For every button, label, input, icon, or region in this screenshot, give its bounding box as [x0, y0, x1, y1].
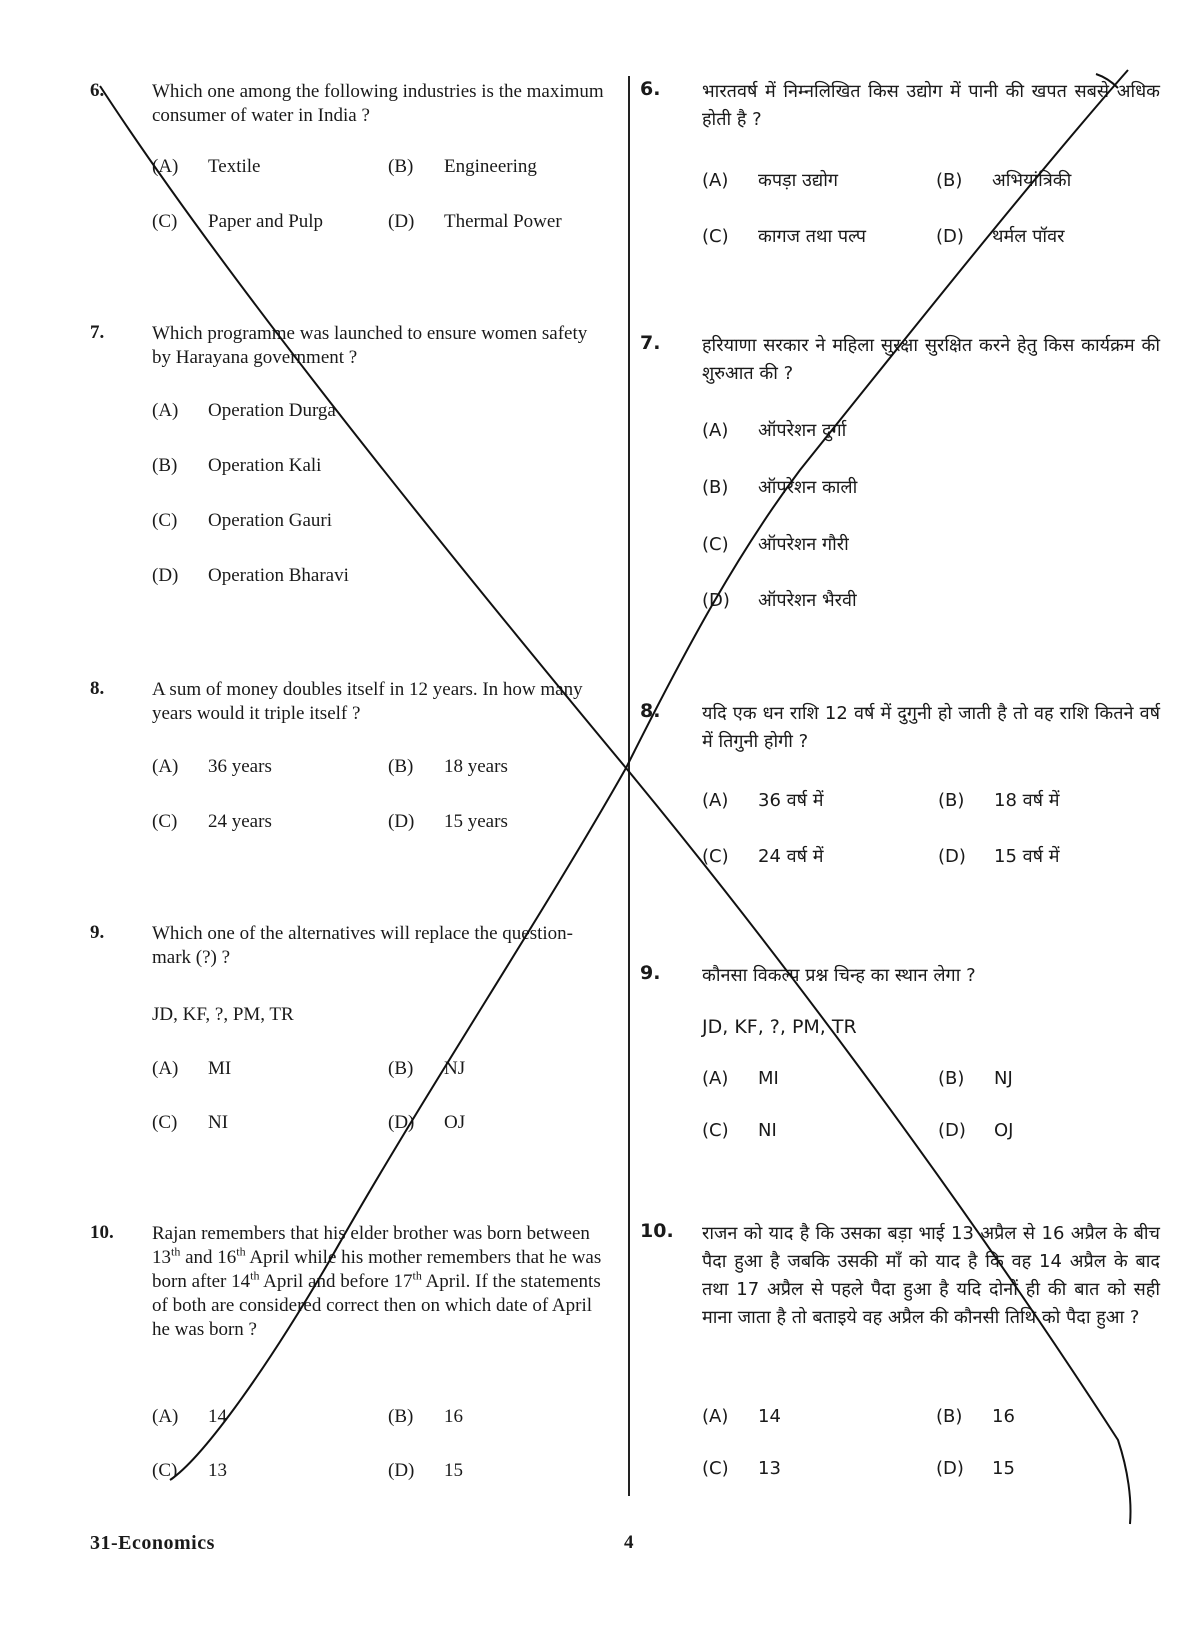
question-number: 8. [640, 700, 661, 722]
option-d: (D) Operation Bharavi [152, 565, 349, 586]
option-d: (D) ऑपरेशन भैरवी [702, 590, 857, 611]
question-text: Which programme was launched to ensure women safety by Harayana government ? [152, 323, 588, 368]
question-number: 10. [90, 1222, 114, 1243]
option-a: (A) कपड़ा उद्योग [702, 170, 839, 191]
option-d: (D) 15 [388, 1460, 463, 1481]
option-d: (D) OJ [388, 1112, 466, 1133]
option-a: (A) MI [702, 1068, 779, 1089]
option-c: (C) 13 [702, 1458, 781, 1479]
question-text: Which one among the following industries is the maximum consumer of water in India ? [152, 81, 604, 126]
option-c: (C) Paper and Pulp [152, 211, 324, 232]
option-d: (D) 15 वर्ष में [938, 846, 1060, 867]
option-b: (B) 16 [936, 1406, 1015, 1427]
option-a: (A) 36 वर्ष में [702, 790, 824, 811]
option-c: (C) ऑपरेशन गौरी [702, 534, 849, 555]
question-number: 7. [640, 332, 661, 354]
question-number: 7. [90, 322, 105, 343]
option-d: (D) OJ [938, 1120, 1014, 1141]
option-c: (C) कागज तथा पल्प [702, 226, 867, 247]
question-number: 6. [90, 80, 105, 101]
option-b: (B) ऑपरेशन काली [702, 477, 858, 498]
question-text: कौनसा विकल्प प्रश्न चिन्ह का स्थान लेगा ? [702, 965, 976, 986]
option-b: (B) Engineering [388, 156, 537, 177]
option-d: (D) थर्मल पॉवर [936, 226, 1065, 247]
option-c: (C) NI [702, 1120, 777, 1141]
option-a: (A) ऑपरेशन दुर्गा [702, 420, 847, 441]
option-b: (B) अभियांत्रिकी [936, 170, 1072, 191]
letter-sequence: JD, KF, ?, PM, TR [702, 1016, 857, 1038]
option-b: (B) NJ [938, 1068, 1013, 1089]
question-number: 9. [640, 962, 661, 984]
option-a: (A) Operation Durga [152, 400, 336, 421]
question-text: राजन को याद है कि उसका बड़ा भाई 13 अप्रैल से 16 अप्रैल के बीच पैदा हुआ है जबकि उसकी माँ को याद है कि वह 14 अप्रैल के बाद तथा 17 अप्रैल से पहले पैदा हुआ है यदि दोनों ही की बात को सही माना जाता है तो बताइये वह अप्रैल की कौनसी तिथि को पैदा हुआ ? [702, 1223, 1160, 1328]
question-text: Which one of the alternatives will replace the question-mark (?) ? [152, 923, 574, 968]
option-a: (A) Textile [152, 156, 261, 177]
option-a: (A) 14 [152, 1406, 227, 1427]
question-text: Rajan remembers that his elder brother was born between 13th and 16th April while his mother remembers that he was born after 14th April and before 17th April. If the statements of both are considered correct then on which date of April he was born ? [152, 1223, 602, 1340]
question-text: हरियाणा सरकार ने महिला सुरक्षा सुरक्षित करने हेतु किस कार्यक्रम की शुरुआत की ? [702, 335, 1160, 384]
page-number: 4 [624, 1532, 634, 1553]
question-number: 10. [640, 1220, 674, 1242]
option-d: (D) 15 years [388, 811, 508, 832]
question-text: A sum of money doubles itself in 12 years. In how many years would it triple itself ? [152, 679, 583, 724]
question-text: यदि एक धन राशि 12 वर्ष में दुगुनी हो जाती है तो वह राशि कितने वर्ष में तिगुनी होगी ? [702, 703, 1160, 752]
letter-sequence: JD, KF, ?, PM, TR [152, 1004, 294, 1025]
column-divider [628, 76, 630, 1496]
option-a: (A) MI [152, 1058, 232, 1079]
option-a: (A) 14 [702, 1406, 781, 1427]
option-c: (C) 24 वर्ष में [702, 846, 824, 867]
option-c: (C) 24 years [152, 811, 272, 832]
option-b: (B) NJ [388, 1058, 466, 1079]
option-b: (B) Operation Kali [152, 455, 322, 476]
subject-code: 31-Economics [90, 1532, 215, 1554]
question-number: 8. [90, 678, 105, 699]
question-text: भारतवर्ष में निम्नलिखित किस उद्योग में पानी की खपत सबसे अधिक होती है ? [702, 81, 1160, 130]
question-number: 6. [640, 78, 661, 100]
question-number: 9. [90, 922, 105, 943]
option-b: (B) 18 years [388, 756, 508, 777]
option-c: (C) NI [152, 1112, 229, 1133]
option-c: (C) 13 [152, 1460, 227, 1481]
option-b: (B) 18 वर्ष में [938, 790, 1060, 811]
option-c: (C) Operation Gauri [152, 510, 332, 531]
option-d: (D) 15 [936, 1458, 1015, 1479]
option-b: (B) 16 [388, 1406, 463, 1427]
option-a: (A) 36 years [152, 756, 272, 777]
option-d: (D) Thermal Power [388, 211, 562, 232]
